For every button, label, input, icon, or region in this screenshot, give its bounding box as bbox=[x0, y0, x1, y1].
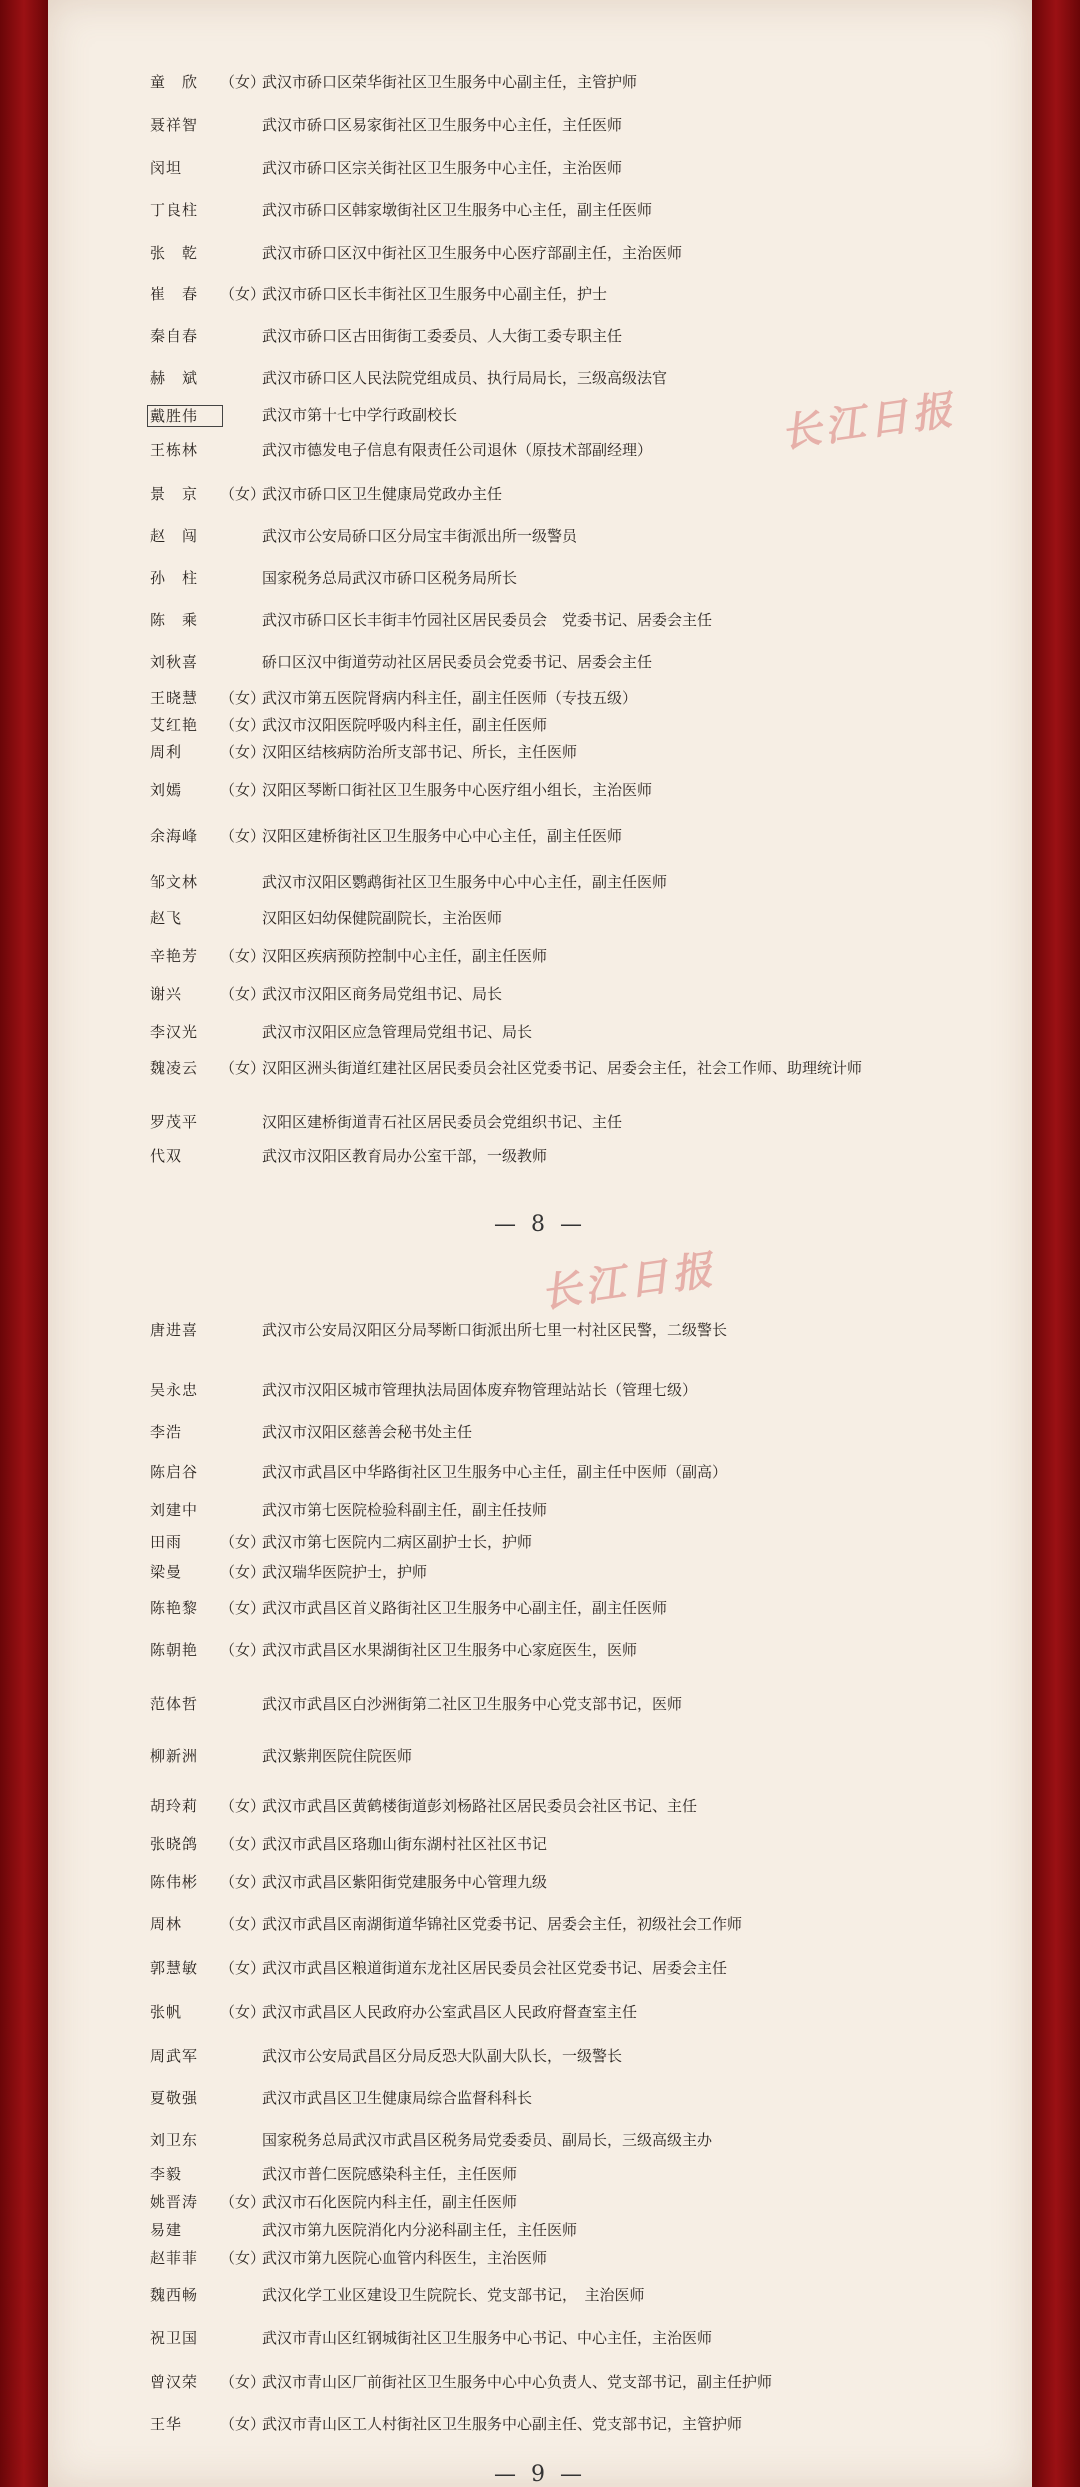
page-number-9: — 9 — bbox=[494, 2462, 586, 2487]
person-name: 吴永忠 bbox=[150, 1381, 199, 1399]
person-name: 周武军 bbox=[150, 2047, 199, 2065]
person-name: 罗茂平 bbox=[150, 1113, 199, 1131]
person-name: 王栋林 bbox=[150, 441, 199, 459]
person-name: 范体哲 bbox=[150, 1695, 199, 1713]
position-description: 汉阳区结核病防治所支部书记、所长，主任医师 bbox=[262, 743, 578, 761]
position-description: 武汉市德发电子信息有限责任公司退休（原技术部副经理） bbox=[262, 441, 653, 459]
position-description: 武汉市第十七中学行政副校长 bbox=[262, 406, 458, 424]
gender-note: （女） bbox=[220, 73, 266, 91]
position-description: 武汉市汉阳医院呼吸内科主任，副主任医师 bbox=[262, 716, 548, 734]
position-description: 武汉市硚口区长丰街社区卫生服务中心副主任，护士 bbox=[262, 285, 608, 303]
gender-note: （女） bbox=[220, 985, 266, 1003]
person-name: 刘秋喜 bbox=[150, 653, 199, 671]
person-name: 易建 bbox=[150, 2221, 183, 2239]
gender-note: （女） bbox=[220, 781, 266, 799]
position-description: 武汉市硚口区卫生健康局党政办主任 bbox=[262, 485, 503, 503]
person-name: 张晓鸽 bbox=[150, 1835, 199, 1853]
position-description: 武汉市石化医院内科主任，副主任医师 bbox=[262, 2193, 518, 2211]
person-name: 聂祥智 bbox=[150, 116, 199, 134]
gender-note: （女） bbox=[220, 2193, 266, 2211]
position-description: 武汉市武昌区卫生健康局综合监督科科长 bbox=[262, 2089, 533, 2107]
gender-note: （女） bbox=[220, 1059, 266, 1077]
person-name: 陈启谷 bbox=[150, 1463, 199, 1481]
position-description: 武汉瑞华医院护士，护师 bbox=[262, 1563, 428, 1581]
position-description: 武汉市第五医院肾病内科主任，副主任医师（专技五级） bbox=[262, 689, 638, 707]
person-name: 姚晋涛 bbox=[150, 2193, 199, 2211]
person-name: 孙 柱 bbox=[150, 569, 199, 587]
person-name: 周利 bbox=[150, 743, 183, 761]
gender-note: （女） bbox=[220, 1835, 266, 1853]
person-name: 李汉光 bbox=[150, 1023, 199, 1041]
person-name: 刘卫东 bbox=[150, 2131, 199, 2149]
position-description: 武汉市硚口区人民法院党组成员、执行局局长，三级高级法官 bbox=[262, 369, 668, 387]
gender-note: （女） bbox=[220, 689, 266, 707]
position-description: 武汉市硚口区韩家墩街社区卫生服务中心主任，副主任医师 bbox=[262, 201, 653, 219]
person-name: 曾汉荣 bbox=[150, 2373, 199, 2391]
person-name: 陈朝艳 bbox=[150, 1641, 199, 1659]
position-description: 武汉市汉阳区教育局办公室干部，一级教师 bbox=[262, 1147, 548, 1165]
position-description: 武汉市汉阳区慈善会秘书处主任 bbox=[262, 1423, 473, 1441]
watermark-top: 长江日报 bbox=[778, 385, 959, 457]
position-description: 武汉市武昌区珞珈山街东湖村社区社区书记 bbox=[262, 1835, 548, 1853]
position-description: 武汉市硚口区长丰街丰竹园社区居民委员会 党委书记、居委会主任 bbox=[262, 611, 713, 629]
gender-note: （女） bbox=[220, 1959, 266, 1977]
person-name: 赵飞 bbox=[150, 909, 183, 927]
watermark-middle: 长江日报 bbox=[538, 1245, 719, 1317]
position-description: 武汉市武昌区中华路街社区卫生服务中心主任，副主任中医师（副高） bbox=[262, 1463, 728, 1481]
position-description: 汉阳区琴断口街社区卫生服务中心医疗组小组长，主治医师 bbox=[262, 781, 653, 799]
position-description: 武汉市公安局硚口区分局宝丰街派出所一级警员 bbox=[262, 527, 578, 545]
position-description: 武汉市硚口区易家街社区卫生服务中心主任，主任医师 bbox=[262, 116, 623, 134]
position-description: 武汉市武昌区南湖街道华锦社区党委书记、居委会主任，初级社会工作师 bbox=[262, 1915, 743, 1933]
person-name: 张帆 bbox=[150, 2003, 183, 2021]
position-description: 武汉市武昌区黄鹤楼街道彭刘杨路社区居民委员会社区书记、主任 bbox=[262, 1797, 698, 1815]
position-description: 武汉市武昌区白沙洲街第二社区卫生服务中心党支部书记，医师 bbox=[262, 1695, 683, 1713]
position-description: 武汉市武昌区首义路街社区卫生服务中心副主任，副主任医师 bbox=[262, 1599, 668, 1617]
position-description: 汉阳区建桥街道青石社区居民委员会党组织书记、主任 bbox=[262, 1113, 623, 1131]
person-name: 李毅 bbox=[150, 2165, 183, 2183]
position-description: 武汉市第九医院心血管内科医生，主治医师 bbox=[262, 2249, 548, 2267]
position-description: 武汉市硚口区荣华街社区卫生服务中心副主任，主管护师 bbox=[262, 73, 638, 91]
position-description: 武汉化学工业区建设卫生院院长、党支部书记， 主治医师 bbox=[262, 2286, 645, 2304]
person-name: 辛艳芳 bbox=[150, 947, 199, 965]
person-name: 王晓慧 bbox=[150, 689, 199, 707]
person-name: 童 欣 bbox=[150, 73, 199, 91]
gender-note: （女） bbox=[220, 1563, 266, 1581]
person-name: 郭慧敏 bbox=[150, 1959, 199, 1977]
position-description: 武汉市普仁医院感染科主任，主任医师 bbox=[262, 2165, 518, 2183]
person-name: 丁良柱 bbox=[150, 201, 199, 219]
position-description: 武汉市青山区厂前街社区卫生服务中心中心负责人、党支部书记，副主任护师 bbox=[262, 2373, 773, 2391]
position-description: 汉阳区洲头街道红建社区居民委员会社区党委书记、居委会主任，社会工作师、助理统计师 bbox=[262, 1059, 863, 1077]
position-description: 武汉市武昌区粮道街道东龙社区居民委员会社区党委书记、居委会主任 bbox=[262, 1959, 728, 1977]
person-name: 赫 斌 bbox=[150, 369, 199, 387]
right-frame-border bbox=[1032, 0, 1080, 2487]
person-name: 邹文林 bbox=[150, 873, 199, 891]
person-name: 赵菲菲 bbox=[150, 2249, 199, 2267]
person-name: 魏凌云 bbox=[150, 1059, 199, 1077]
gender-note: （女） bbox=[220, 1797, 266, 1815]
position-description: 武汉市第七医院检验科副主任，副主任技师 bbox=[262, 1501, 548, 1519]
position-description: 武汉市青山区工人村街社区卫生服务中心副主任、党支部书记，主管护师 bbox=[262, 2415, 743, 2433]
person-name: 闵坦 bbox=[150, 159, 183, 177]
person-name: 祝卫国 bbox=[150, 2329, 199, 2347]
gender-note: （女） bbox=[220, 1641, 266, 1659]
person-name: 戴胜伟 bbox=[147, 405, 223, 427]
gender-note: （女） bbox=[220, 743, 266, 761]
person-name: 陈艳黎 bbox=[150, 1599, 199, 1617]
position-description: 武汉市汉阳区鹦鹉街社区卫生服务中心中心主任，副主任医师 bbox=[262, 873, 668, 891]
position-description: 武汉市汉阳区商务局党组书记、局长 bbox=[262, 985, 503, 1003]
person-name: 梁曼 bbox=[150, 1563, 183, 1581]
gender-note: （女） bbox=[220, 827, 266, 845]
person-name: 陈伟彬 bbox=[150, 1873, 199, 1891]
position-description: 汉阳区建桥街社区卫生服务中心中心主任，副主任医师 bbox=[262, 827, 623, 845]
person-name: 夏敬强 bbox=[150, 2089, 199, 2107]
gender-note: （女） bbox=[220, 716, 266, 734]
person-name: 刘建中 bbox=[150, 1501, 199, 1519]
position-description: 武汉市武昌区水果湖街社区卫生服务中心家庭医生，医师 bbox=[262, 1641, 638, 1659]
gender-note: （女） bbox=[220, 1915, 266, 1933]
person-name: 李浩 bbox=[150, 1423, 183, 1441]
position-description: 武汉市第七医院内二病区副护士长，护师 bbox=[262, 1533, 533, 1551]
position-description: 汉阳区疾病预防控制中心主任，副主任医师 bbox=[262, 947, 548, 965]
person-name: 景 京 bbox=[150, 485, 199, 503]
gender-note: （女） bbox=[220, 1599, 266, 1617]
position-description: 硚口区汉中街道劳动社区居民委员会党委书记、居委会主任 bbox=[262, 653, 653, 671]
person-name: 余海峰 bbox=[150, 827, 199, 845]
position-description: 武汉市汉阳区城市管理执法局固体废弃物管理站站长（管理七级） bbox=[262, 1381, 698, 1399]
gender-note: （女） bbox=[220, 1873, 266, 1891]
person-name: 陈 乘 bbox=[150, 611, 199, 629]
position-description: 武汉紫荆医院住院医师 bbox=[262, 1747, 413, 1765]
person-name: 胡玲莉 bbox=[150, 1797, 199, 1815]
person-name: 田雨 bbox=[150, 1533, 183, 1551]
gender-note: （女） bbox=[220, 285, 266, 303]
person-name: 唐进喜 bbox=[150, 1321, 199, 1339]
position-description: 国家税务总局武汉市武昌区税务局党委委员、副局长，三级高级主办 bbox=[262, 2131, 713, 2149]
page-number-8: — 8 — bbox=[494, 1212, 586, 1237]
position-description: 国家税务总局武汉市硚口区税务局所长 bbox=[262, 569, 518, 587]
position-description: 武汉市硚口区古田街街工委委员、人大街工委专职主任 bbox=[262, 327, 623, 345]
left-frame-border bbox=[0, 0, 48, 2487]
position-description: 武汉市硚口区宗关街社区卫生服务中心主任，主治医师 bbox=[262, 159, 623, 177]
position-description: 武汉市武昌区紫阳街党建服务中心管理九级 bbox=[262, 1873, 548, 1891]
gender-note: （女） bbox=[220, 2249, 266, 2267]
gender-note: （女） bbox=[220, 485, 266, 503]
person-name: 张 乾 bbox=[150, 244, 199, 262]
gender-note: （女） bbox=[220, 2415, 266, 2433]
gender-note: （女） bbox=[220, 947, 266, 965]
position-description: 武汉市青山区红钢城街社区卫生服务中心书记、中心主任，主治医师 bbox=[262, 2329, 713, 2347]
gender-note: （女） bbox=[220, 1533, 266, 1551]
person-name: 谢兴 bbox=[150, 985, 183, 1003]
person-name: 周林 bbox=[150, 1915, 183, 1933]
position-description: 武汉市公安局武昌区分局反恐大队副大队长，一级警长 bbox=[262, 2047, 623, 2065]
position-description: 武汉市公安局汉阳区分局琴断口街派出所七里一村社区民警，二级警长 bbox=[262, 1321, 728, 1339]
person-name: 赵 闯 bbox=[150, 527, 199, 545]
person-name: 柳新洲 bbox=[150, 1747, 199, 1765]
person-name: 王华 bbox=[150, 2415, 183, 2433]
person-name: 刘嫣 bbox=[150, 781, 183, 799]
position-description: 武汉市武昌区人民政府办公室武昌区人民政府督查室主任 bbox=[262, 2003, 638, 2021]
position-description: 武汉市汉阳区应急管理局党组书记、局长 bbox=[262, 1023, 533, 1041]
gender-note: （女） bbox=[220, 2373, 266, 2391]
gender-note: （女） bbox=[220, 2003, 266, 2021]
position-description: 武汉市第九医院消化内分泌科副主任，主任医师 bbox=[262, 2221, 578, 2239]
person-name: 艾红艳 bbox=[150, 716, 199, 734]
person-name: 崔 春 bbox=[150, 285, 199, 303]
person-name: 代双 bbox=[150, 1147, 183, 1165]
position-description: 武汉市硚口区汉中街社区卫生服务中心医疗部副主任，主治医师 bbox=[262, 244, 683, 262]
person-name: 秦自春 bbox=[150, 327, 199, 345]
position-description: 汉阳区妇幼保健院副院长，主治医师 bbox=[262, 909, 503, 927]
person-name: 魏西畅 bbox=[150, 2286, 199, 2304]
